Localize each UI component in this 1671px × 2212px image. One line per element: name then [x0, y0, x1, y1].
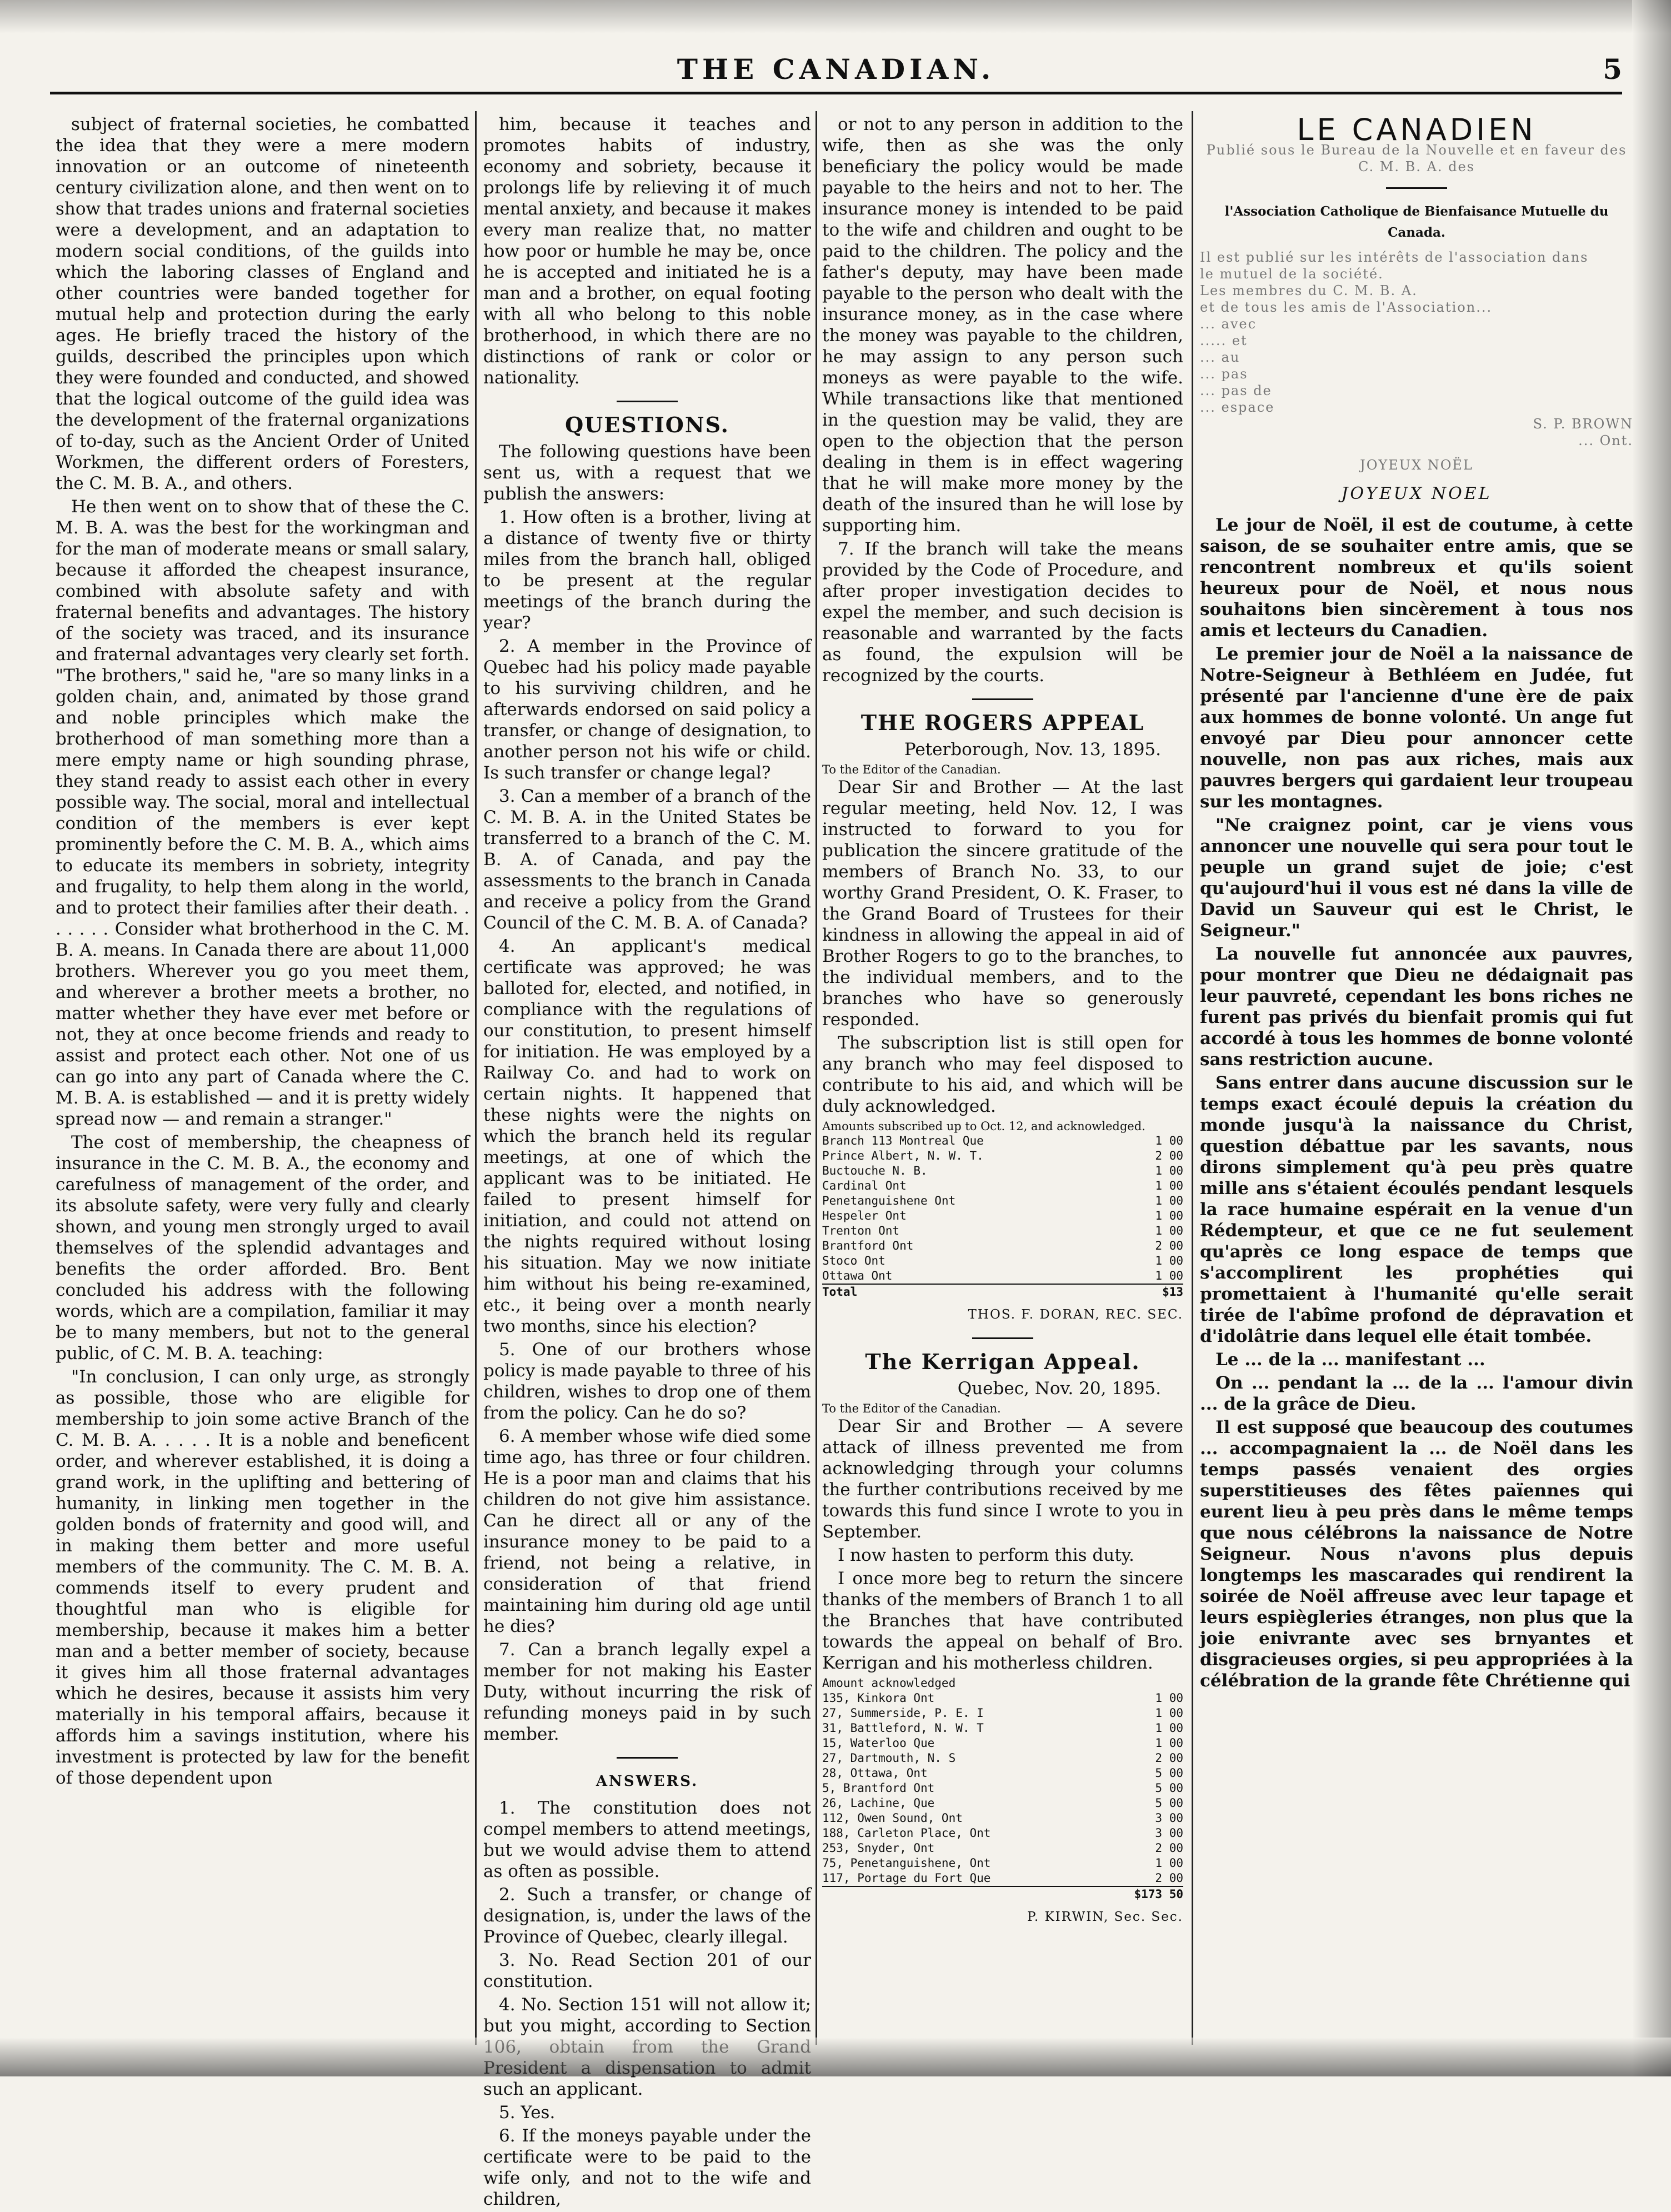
paragraph: or not to any person in addition to the wife, then as she was the only beneficiary the policy would be made payable to the heirs and not to her. The insurance money is intended to be paid to the wife and children and ought to be paid to the children. The policy and the father's deputy, may have been made payable to the person who dealt with the insurance money, as in the case where the money was payable to the children, he may assign to any person such moneys as were payable to the wife. While transactions like that mentioned in the question may be valid, they are open to the objection that the person dealing in them is in effect wagering that he will make more money by the death of the insured than he will lose by supporting him.: [822, 114, 1183, 536]
paragraph: La nouvelle fut annoncée aux pauvres, pour montrer que Dieu ne dédaignait pas leur pauvreté, cependant les bons riches ne furent pas privés du bienfait promis qui fut accordé à tous les hommes de bonne volonté sans restriction aucune.: [1200, 944, 1633, 1070]
answer-item: 1. The constitution does not compel members to attend meetings, but we would advise them to attend as often as possible.: [483, 1798, 811, 1881]
question-item: 7. Can a branch legally expel a member for not making his Easter Duty, without incurring the risk of refunding moneys paid in by such member.: [483, 1640, 811, 1744]
table-row: [822, 1194, 1183, 1209]
branch-label: 253, Snyder, Ont: [822, 1841, 935, 1855]
faded-rule-text: JOYEUX NOËL: [1360, 457, 1473, 473]
answer-item: 3. No. Read Section 201 of our constitution.: [483, 1950, 811, 1991]
branch-label: Buctouche N. B.: [822, 1164, 928, 1177]
amount: 5 00: [1155, 1781, 1183, 1795]
paragraph: He then went on to show that of these the C. M. B. A. was the best for the workingman and for the man of moderate means or small salary, because it afforded the cheapest insurance, combined with absolute safety and with fraternal benefits and advantages. The history of the society was traced, and its insurance and fraternal advantages very clearly set forth. "The brothers," said he, "are so many links in a golden chain, and, animated by those grand and noble principles which make the brotherhood of man something more than a mere empty name or high sounding phrase, they stand ready to assist each other in every possible way. The social, moral and intellectual condition of the members is ever kept prominently before the C. M. B. A., which aims to educate its members in sobriety, integrity and frugality, to help them along in the world, and to protect their families after their death. . . . . . . Consider what brotherhood in the C. M. B. A. means. In Canada there are about 11,000 brothers. Wherever you go you meet them, and wherever a brother meets a brother, no matter whether they have ever met before or not, they at once become friends and ready to assist and protect each other. Not one of us can go into any part of Canada where the C. M. B. A. is established — and it is pretty widely spread now — and remain a stranger.": [56, 497, 469, 1129]
le-canadien-subtitle: Publié sous le Bureau de la Nouvelle et en faveur des C. M. B. A. des: [1206, 142, 1627, 174]
amount: 1 00: [1155, 1179, 1183, 1192]
section-divider: [1386, 187, 1447, 189]
answer-item: 5. Yes.: [499, 2103, 556, 2123]
branch-label: Branch 113 Montreal Que: [822, 1134, 984, 1147]
question-item: 3. Can a member of a branch of the C. M. B. A. in the United States be transferred to a branch of the C. M. B. A. of Canada, and pay the assessments to the branch in Canada and receive a policy from the Grand Council of the C. M. B. A. of Canada?: [483, 786, 811, 933]
table-row: [822, 1691, 1183, 1706]
dateline: Quebec, Nov. 20, 1895.: [957, 1379, 1161, 1399]
question-item: 2. A member in the Province of Quebec had his policy made payable to his surviving children, and he afterwards endorsed on said policy a transfer, or change of designation, to another person not his wife or child. Is such transfer or change legal?: [483, 636, 811, 783]
table-row: [822, 1736, 1183, 1751]
branch-label: 135, Kinkora Ont: [822, 1691, 935, 1705]
amount: 1 00: [1155, 1224, 1183, 1237]
paragraph: I once more beg to return the sincere thanks of the members of Branch 1 to all the Branches that have contributed towards the appeal on behalf of Bro. Kerrigan and his motherless children.: [822, 1569, 1183, 1673]
faded-line: ... avec: [1200, 316, 1257, 332]
rogers-appeal-heading: THE ROGERS APPEAL: [860, 710, 1145, 735]
table-row: [822, 1164, 1183, 1179]
table-row: [822, 1149, 1183, 1164]
paragraph: The cost of membership, the cheapness of insurance in the C. M. B. A., the economy and carefulness of management of the order, and its absolute safety, were very fully and clearly shown, and young men strongly urged to avail themselves of the splendid advantages and benefits the order afforded. Bro. Bent concluded his address with the following words, which are a compilation, familiar it may be to many members, but not to the general public, of C. M. B. A. teaching:: [56, 1132, 469, 1364]
association-name: l'Association Catholique de Bienfaisance Mutuelle du Canada.: [1224, 204, 1609, 240]
table-row: [822, 1209, 1183, 1224]
paragraph: Le ... de la ... manifestant ...: [1215, 1350, 1485, 1370]
paragraph: The subscription list is still open for any branch who may feel disposed to contribute to his aid, and which will be duly acknowledged.: [822, 1033, 1183, 1116]
amount: 5 00: [1155, 1796, 1183, 1810]
joyeux-noel-heading: JOYEUX NOEL: [1341, 484, 1492, 503]
amount: 3 00: [1155, 1826, 1183, 1840]
paragraph: him, because it teaches and promotes habits of industry, economy and sobriety, because it prolongs life by relieving it of much mental anxiety, and because it makes every man realize that, no matter how poor or humble he may be, once he is accepted and initiated he is a man and a brother, on equal footing with all who belong to this noble brotherhood, in which there are no distinctions of rank or color or nationality.: [483, 114, 811, 388]
paragraph: On ... pendant la ... de la ... l'amour divin ... de la grâce de Dieu.: [1200, 1373, 1633, 1414]
column-2: [483, 114, 811, 2212]
branch-label: 5, Brantford Ont: [822, 1781, 935, 1795]
question-item: 4. An applicant's medical certificate was approved; he was balloted for, elected, and notified, in compliance with the regulations of our constitution, to present himself for initiation. He was employed by a Railway Co. and had to work on certain nights. It happened that these nights were the nights on which the branch held its regular meetings, at one of which the applicant was to be initiated. He failed to present himself for initiation, and could not attend on the nights required without losing his situation. May we now initiate him without his being re-examined, etc., it being over a month nearly two months, since his election?: [483, 936, 811, 1336]
page-number: 5: [1603, 53, 1622, 86]
joyeux-noel-body: [1200, 515, 1633, 1691]
table-row: [822, 1239, 1183, 1254]
table-row: [822, 1871, 1183, 1886]
salutation: To the Editor of the Canadian.: [822, 763, 1001, 776]
branch-label: 15, Waterloo Que: [822, 1736, 935, 1750]
dateline: Peterborough, Nov. 13, 1895.: [904, 740, 1161, 760]
faded-line: ... espace: [1200, 400, 1275, 415]
faded-line: ... Ont.: [1578, 433, 1633, 448]
questions-heading: QUESTIONS.: [565, 412, 729, 437]
faded-line: Il est publié sur les intérêts de l'association dans: [1200, 249, 1589, 265]
contribution-table: [822, 1676, 1183, 1902]
paragraph: Le jour de Noël, il est de coutume, à cette saison, de se souhaiter entre amis, que se rencontrent nombreux et qu'ils soient heureux pour de Noël, et nous nous souhaitons bien sincèrement à tous nos amis et lecteurs du Canadien.: [1200, 515, 1633, 641]
table-row: [822, 1254, 1183, 1269]
question-item: 1. How often is a brother, living at a distance of twenty five or thirty miles from the branch hall, obliged to be present at the regular meetings of the branch during the year?: [483, 507, 811, 633]
branch-label: Hespeler Ont: [822, 1209, 907, 1222]
amount: 2 00: [1155, 1239, 1183, 1252]
table-row: [822, 1269, 1183, 1284]
table-row: [822, 1721, 1183, 1736]
amount: 2 00: [1155, 1871, 1183, 1885]
amount: 1 00: [1155, 1721, 1183, 1735]
branch-label: 31, Battleford, N. W. T: [822, 1721, 984, 1735]
faded-line: ... au: [1200, 349, 1240, 365]
faded-line: S. P. BROWN: [1533, 416, 1633, 432]
table-row: [822, 1706, 1183, 1721]
faded-line: et de tous les amis de l'Association...: [1200, 299, 1493, 315]
table-row: [822, 1751, 1183, 1766]
amount: 1 00: [1155, 1856, 1183, 1870]
paragraph: Il est supposé que beaucoup des coutumes ... accompagnaient la ... de Noël dans les temps passés venaient des orgies superstitieuses des fêtes païennes qui eurent lieu à peu près dans le même temps que nous célébrons la naissance de Notre Seigneur. Nous n'avons plus depuis longtemps les mascarades qui rendirent la soirée de Noël affreuse avec leur tapage et leurs espiègleries étranges, non plus que la joie enivrante avec ses brnyantes et disgracieuses orgies, si peu appropriées à la célébration de la grande fête Chrétienne qui: [1200, 1417, 1633, 1691]
scan-edge-right: [1632, 0, 1671, 2076]
amount: 2 00: [1155, 1149, 1183, 1162]
amount: 2 00: [1155, 1841, 1183, 1855]
signature: P. KIRWIN, Sec. Sec.: [1027, 1910, 1183, 1924]
column-1: [56, 114, 469, 1791]
answer-item: 7. If the branch will take the means provided by the Code of Procedure, and after proper investigation decides to expel the member, and such decision is reasonable and warranted by the facts as found, the expulsion will be recognized by the courts.: [822, 539, 1183, 686]
section-divider: [972, 1337, 1033, 1339]
amount: 1 00: [1155, 1134, 1183, 1147]
faded-line: ... pas de: [1200, 383, 1272, 398]
paragraph: Le premier jour de Noël a la naissance de Notre-Seigneur à Bethléem en Judée, fut présenté par l'ancienne d'une ère de paix aux hommes de bonne volonté. Un ange fut envoyé par Dieu pour annoncer cette nouvelle, non pas aux riches, mais aux pauvres bergers qui gardaient leur troupeau sur les montagnes.: [1200, 644, 1633, 812]
section-divider: [617, 1757, 678, 1759]
faded-line: ... pas: [1200, 366, 1248, 382]
amount: 1 00: [1155, 1209, 1183, 1222]
masthead: [50, 53, 1622, 94]
amount: 1 00: [1155, 1164, 1183, 1177]
column-4: [1200, 114, 1633, 1694]
branch-label: Amount acknowledged: [822, 1676, 956, 1690]
total-amount: $13: [1133, 1284, 1183, 1300]
total-row: [822, 1284, 1183, 1300]
amount: 1 00: [1155, 1269, 1183, 1282]
paragraph: Dear Sir and Brother — A severe attack of illness prevented me from acknowledging through your columns the further contributions received by me towards this fund since I wrote to you in September.: [822, 1416, 1183, 1542]
faded-line: Les membres du C. M. B. A.: [1200, 283, 1418, 298]
branch-label: Stoco Ont: [822, 1254, 885, 1267]
table-row: [822, 1826, 1183, 1841]
branch-label: Trenton Ont: [822, 1224, 900, 1237]
section-divider: [972, 698, 1033, 700]
total-row: [822, 1886, 1183, 1902]
salutation: To the Editor of the Canadian.: [822, 1402, 1001, 1415]
branch-label: Brantford Ont: [822, 1239, 914, 1252]
table-row: [822, 1796, 1183, 1811]
total-amount: $173 50: [1134, 1888, 1183, 1901]
signature: THOS. F. DORAN, REC. SEC.: [968, 1307, 1183, 1322]
table-row: [822, 1676, 1183, 1691]
amount: 1 00: [1155, 1254, 1183, 1267]
table-row: [822, 1781, 1183, 1796]
answers-heading: ANSWERS.: [596, 1773, 699, 1790]
branch-label: 75, Penetanguishene, Ont: [822, 1856, 991, 1870]
paragraph: "Ne craignez point, car je viens vous annoncer une nouvelle qui sera pour tout le peuple un grand sujet de joie; c'est qu'aujourd'hui il vous est né dans la ville de David un Sauveur qui est le Christ, le Seigneur.": [1200, 815, 1633, 941]
branch-label: 188, Carleton Place, Ont: [822, 1826, 991, 1840]
amount: 3 00: [1155, 1811, 1183, 1825]
branch-label: 27, Summerside, P. E. I: [822, 1706, 984, 1720]
amount: 1 00: [1155, 1736, 1183, 1750]
branch-label: Cardinal Ont: [822, 1179, 907, 1192]
table-row: [822, 1224, 1183, 1239]
list-title: Amounts subscribed up to Oct. 12, and acknowledged.: [822, 1120, 1145, 1133]
table-row: [822, 1766, 1183, 1781]
answer-item: 6. If the moneys payable under the certificate were to be paid to the wife only, and not to the wife and children,: [483, 2126, 811, 2209]
le-canadien-title: LE CANADIEN: [1297, 112, 1537, 147]
faded-line: le mutuel de la société.: [1200, 266, 1384, 282]
answer-item: 4. No. Section 151 will not allow it; but you might, according to Section such an applicant.: [483, 1995, 811, 2099]
amount: 1 00: [1155, 1194, 1183, 1207]
subscription-table: [822, 1134, 1183, 1300]
column-rule: [475, 111, 477, 2045]
question-item: 5. One of our brothers whose policy is made payable to three of his children, wishes to drop one of them from the policy. Can he do so?: [483, 1340, 811, 1423]
branch-label: 27, Dartmouth, N. S: [822, 1751, 956, 1765]
branch-label: 117, Portage du Fort Que: [822, 1871, 991, 1885]
paragraph: "In conclusion, I can only urge, as strongly as possible, those who are eligible for membership to join some active Branch of the C. M. B. A. . . . . It is a noble and beneficent order, and wherever established, it is doing a grand work, in the uplifting and bettering of humanity, in linking men together in the golden bonds of fraternity and good will, and in making them better and more useful members of the community. The C. M. B. A. commends itself to every prudent and thoughtful man who is eligible for membership, because it makes him a better man and a better member of society, because it gives him all those fraternal advantages which he desires, because it assists him very materially in his temporal affairs, because it affords him a savings institution, where his investment is protected by law for the benefit of those dependent upon: [56, 1367, 469, 1788]
scan-edge-top: [0, 0, 1671, 33]
questions-intro: The following questions have been sent us, with a request that we publish the answers:: [483, 442, 811, 504]
amount: 1 00: [1155, 1706, 1183, 1720]
amount: 2 00: [1155, 1751, 1183, 1765]
paragraph: Dear Sir and Brother — At the last regular meeting, held Nov. 12, I was instructed to forward to you for publication the sincere gratitude of the members of Branch No. 33, to our worthy Grand President, O. K. Fraser, to the Grand Board of Trustees for their kindness in allowing the appeal in aid of Brother Rogers to go to the branches, to the individual members, and to the branches who have so generously responded.: [822, 777, 1183, 1030]
kerrigan-appeal-heading: The Kerrigan Appeal.: [865, 1349, 1140, 1374]
table-row: [822, 1811, 1183, 1826]
amount: [1133, 1676, 1183, 1691]
faded-line: ..... et: [1200, 333, 1248, 348]
amount: 5 00: [1155, 1766, 1183, 1780]
table-row: [822, 1179, 1183, 1194]
total-label: Total: [822, 1284, 1133, 1300]
branch-label: Prince Albert, N. W. T.: [822, 1149, 984, 1162]
column-rule: [816, 111, 817, 2045]
branch-label: 26, Lachine, Que: [822, 1796, 935, 1810]
amount: 1 00: [1155, 1691, 1183, 1705]
paragraph: Sans entrer dans aucune discussion sur le temps exact écoulé depuis la création du monde jusqu'à la naissance du Christ, question débattue par les savants, nous dirons simplement qu'à peu près quatre mille ans s'étaient écoulés pendant lesquels la race humaine espérait en la venue d'un Rédempteur, et que ce ne fut seulement qu'après ce long espace de temps que s'accomplirent les prophéties qui promettaient à l'humanité qu'elle serait tirée de l'abîme profond de dépravation et d'idolâtrie dans lequel elle était tombée.: [1200, 1073, 1633, 1346]
table-row: [822, 1841, 1183, 1856]
branch-label: Penetanguishene Ont: [822, 1194, 956, 1207]
question-item: 6. A member whose wife died some time ago, has three or four children. He is a poor man and claims that his children do not give him assistance. Can he direct all or any of the insurance money to be paid to a friend, not being a relative, in consideration of that friend maintaining him during old age until he dies?: [483, 1426, 811, 1636]
scan-edge-bottom: [0, 2038, 1671, 2076]
column-3: [822, 114, 1183, 1935]
table-row: [822, 1856, 1183, 1871]
column-rule: [1192, 111, 1193, 2045]
newspaper-title: THE CANADIAN.: [677, 53, 995, 86]
paragraph: subject of fraternal societies, he combatted the idea that they were a mere modern innovation or an outcome of nineteenth century civilization alone, and then went on to show that trades unions and fraternal societies were a development, and an adaptation to modern social conditions, of the guilds into which the laboring classes of England and other countries were banded together for mutual help and protection during the early ages. He briefly traced the history of the guilds, described the principles upon which they were founded and conducted, and showed that the logical outcome of the guild idea was the development of the fraternal organizations of to-day, such as the Ancient Order of United Workmen, the different orders of Foresters, the C. M. B. A., and others.: [56, 114, 469, 493]
answer-item: 2. Such a transfer, or change of designation, is, under the laws of the Province of Quebec, clearly illegal.: [483, 1885, 811, 1947]
table-row: [822, 1134, 1183, 1149]
paragraph: I now hasten to perform this duty.: [838, 1545, 1134, 1565]
section-divider: [617, 401, 678, 402]
branch-label: 112, Owen Sound, Ont: [822, 1811, 963, 1825]
branch-label: 28, Ottawa, Ont: [822, 1766, 928, 1780]
branch-label: Ottawa Ont: [822, 1269, 893, 1282]
